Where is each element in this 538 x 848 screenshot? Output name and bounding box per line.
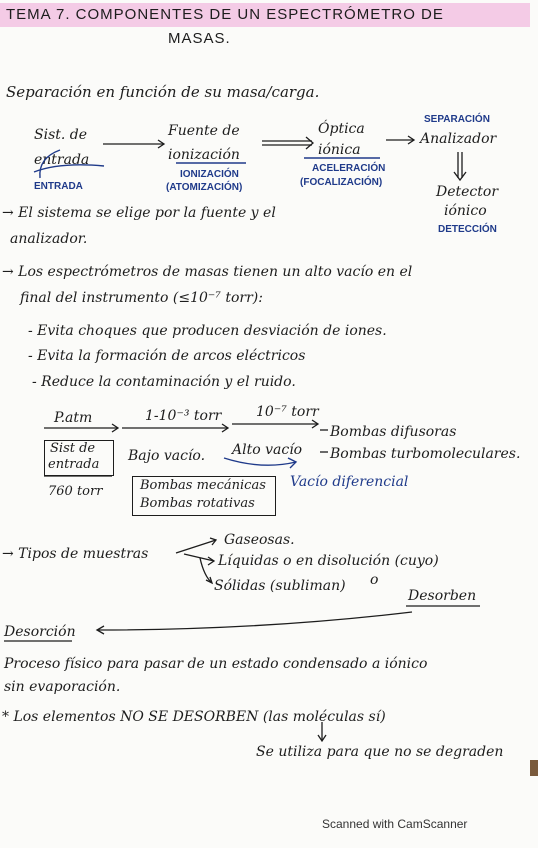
note-bullet-1: - Evita choques que producen desviación de iones. [28,323,387,339]
pressure-rotativas: Bombas rotativas [140,496,255,511]
desorcion-line-4: Se utiliza para que no se degraden [256,744,504,760]
muestras-o: o [370,572,379,588]
flow-analizador: Analizador [420,131,497,147]
note-bullet-2: - Evita la formación de arcos eléctricos [28,348,306,364]
flow-label-atomizacion: (ATOMIZACIÓN) [166,182,243,193]
scanner-watermark: Scanned with CamScanner [322,817,468,831]
desorcion-line-1: Proceso físico para pasar de un estado condensado a iónico [4,656,428,672]
note-vacio-2: final del instrumento (≤10⁻⁷ torr): [20,290,263,306]
page-title: TEMA 7. COMPONENTES DE UN ESPECTRÓMETRO DE [6,6,444,23]
note-bullet-3: - Reduce la contaminación y el ruido. [32,374,296,390]
flow-sist-entrada-1: Sist. de [34,127,88,143]
pressure-760: 760 torr [48,484,103,499]
pressure-mecanicas: Bombas mecánicas [140,478,266,493]
intro-line: Separación en función de su masa/carga. [6,83,320,101]
note-vacio-1: → Los espectrómetros de masas tienen un alto vacío en el [2,264,413,280]
muestras-gaseosas: Gaseosas. [224,532,295,548]
flow-optica-1: Óptica [318,121,365,137]
flow-fuente-1: Fuente de [168,123,240,139]
flow-label-ionizacion: IONIZACIÓN [180,169,239,180]
pressure-range-1: 1-10⁻³ torr [145,408,222,424]
pressure-patm: P.atm [54,410,93,426]
flow-optica-2: iónica [318,142,361,158]
muestras-desorben: Desorben [408,588,477,604]
page-edge-mark [530,760,538,776]
page-title-continued: MASAS. [168,30,231,47]
note-sistema-1: → El sistema se elige por la fuente y el [2,205,276,221]
pressure-difusoras: Bombas difusoras [330,424,457,440]
muestras-liquidas: Líquidas o en disolución (cuyo) [218,553,439,569]
pressure-sist-2: entrada [48,457,100,472]
flow-label-focalizacion: (FOCALIZACIÓN) [300,177,383,188]
pressure-sist-1: Sist de [50,441,96,456]
note-sistema-2: analizador. [10,231,88,247]
pressure-alto-vacio: Alto vacío [232,442,303,458]
pressure-range-2: 10⁻⁷ torr [256,404,319,420]
desorcion-line-2: sin evaporación. [4,679,121,695]
flow-label-entrada: ENTRADA [34,181,83,192]
desorcion-line-3: * Los elementos NO SE DESORBEN (las moléculas sí) [2,709,386,725]
muestras-label: → Tipos de muestras [2,546,149,562]
desorcion-label: Desorción [4,624,76,640]
flow-detector-1: Detector [436,184,499,200]
pressure-turbomoleculares: Bombas turbomoleculares. [330,446,521,462]
pressure-bajo-vacio: Bajo vacío. [128,448,206,464]
muestras-solidas: Sólidas (subliman) [214,578,346,594]
flow-label-separacion: SEPARACIÓN [424,114,490,125]
pressure-vacio-diferencial: Vacío diferencial [290,474,409,490]
flow-detector-2: iónico [444,203,487,219]
flow-label-deteccion: DETECCIÓN [438,224,497,235]
flow-sist-entrada-2: entrada [34,152,90,168]
flow-label-aceleracion: ACELERACIÓN [312,163,386,174]
flow-fuente-2: ionización [168,147,240,163]
